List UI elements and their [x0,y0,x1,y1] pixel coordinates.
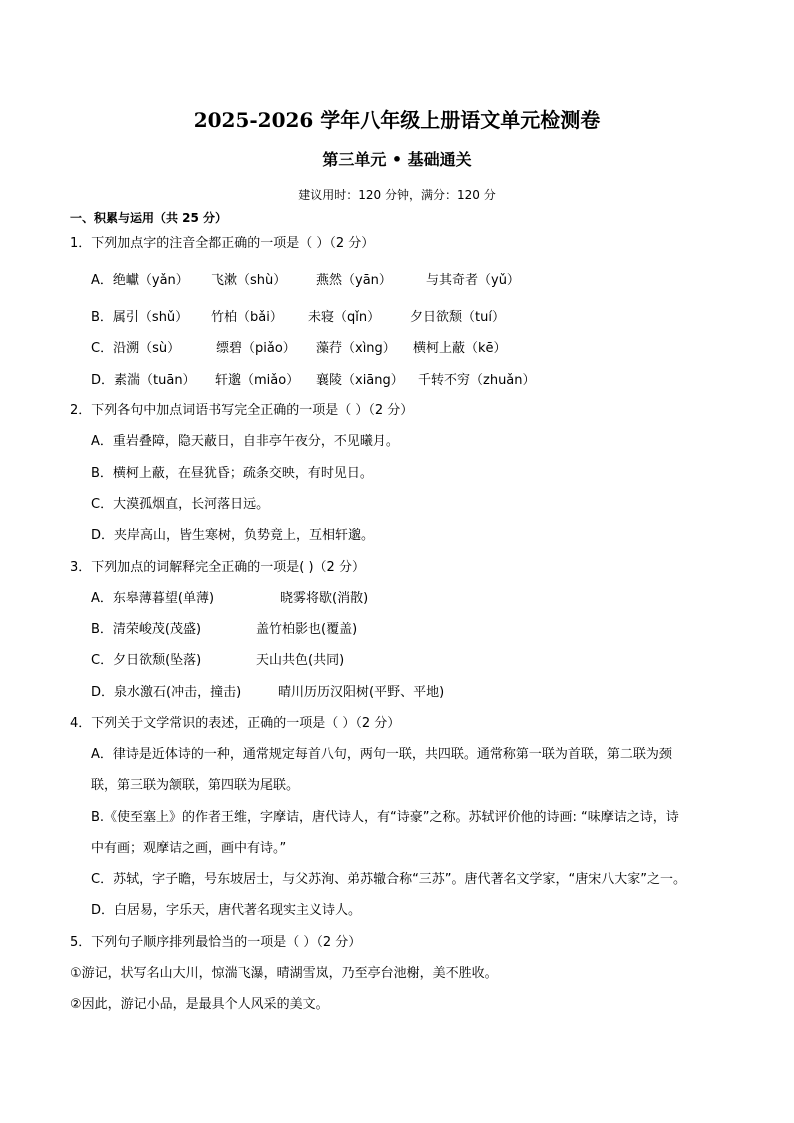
option-d: 千转不穷（zhuǎn） [418,373,536,388]
option-d: 襄陵（xiāng） [316,373,404,388]
question-stem: 2．下列各句中加点词语书写完全正确的一项是（ ）（2 分） [70,403,414,418]
option-c: C．沿溯（sù） [91,341,181,356]
option-a: A．重岩叠障，隐天蔽日，自非亭午夜分，不见曦月。 [91,434,399,449]
option-c: 缥碧（piǎo） [216,341,296,356]
option-c: 藻荇（xìng） [316,341,396,356]
option-b: 未寝（qǐn） [308,310,381,325]
option-a: A．律诗是近体诗的一种，通常规定每首八句，两句一联，共四联。通常称第一联为首联，第二联为颈 [91,747,672,762]
option-d: 晴川历历汉阳树(平野、平地) [278,685,445,700]
option-b: B.《使至塞上》的作者王维，字摩诘，唐代诗人，有“诗豪”之称。苏轼评价他的诗画: “味摩诘之诗，诗 [91,810,679,825]
question-stem: 4．下列关于文学常识的表述，正确的一项是（ ）（2 分） [70,716,401,731]
option-a: A．绝巘（yǎn） [91,273,189,288]
exam-meta: 建议用时：120 分钟，满分：120 分 [298,188,496,202]
option-d: D．泉水激石(冲击，撞击) [91,685,242,700]
option-c: C．大漠孤烟直，长河落日远。 [91,497,270,512]
option-b: 夕日欲颓（tuí） [410,310,505,325]
option-a: 燕然（yān） [316,273,392,288]
option-a-continued: 联，第三联为颔联，第四联为尾联。 [91,778,300,793]
section-heading: 一、积累与运用（共 25 分） [70,211,228,225]
option-d: D．夹岸高山，皆生寒树，负势竟上，互相轩邈。 [91,528,375,543]
option-a: A．东皋薄暮望(单薄) [91,591,215,606]
exam-title: 2025-2026 学年八年级上册语文单元检测卷 [193,108,601,132]
option-b: B．清荣峻茂(茂盛) [91,622,202,637]
option-d: D．白居易，字乐天，唐代著名现实主义诗人。 [91,903,362,918]
option-b: B．属引（shǔ） [91,310,189,325]
option-b-continued: 中有画；观摩诘之画，画中有诗。” [91,841,287,856]
option-c: 横柯上蔽（kē） [413,341,507,356]
option-d: D．素湍（tuān） [91,373,196,388]
question-stem: 5．下列句子顺序排列最恰当的一项是（ ）（2 分） [70,935,362,950]
option-a: 与其奇者（yǔ） [426,273,520,288]
option-a: 晓雾将歇(消散) [280,591,369,606]
option-b: B．横柯上蔽，在昼犹昏；疏条交映，有时见日。 [91,466,373,481]
option-b: 竹柏（bǎi） [211,310,283,325]
question-stem: 3．下列加点的词解释完全正确的一项是( )（2 分） [70,560,365,575]
question-stem: 1．下列加点字的注音全都正确的一项是（ ）（2 分） [70,236,375,251]
option-c: 天山共色(共同) [256,653,345,668]
option-c: C．苏轼，字子瞻，号东坡居士，与父苏洵、弟苏辙合称“三苏”。唐代著名文学家，“唐宋八大家”之一。 [91,872,687,887]
sentence-1: ①游记，状写名山大川，惊湍飞瀑，晴湖雪岚，乃至亭台池榭，美不胜收。 [70,966,498,981]
option-d: 轩邈（miǎo） [215,373,300,388]
unit-subtitle: 第三单元 • 基础通关 [322,150,472,169]
option-c: C．夕日欲颓(坠落) [91,653,202,668]
option-a: 飞漱（shù） [211,273,287,288]
option-b: 盖竹柏影也(覆盖) [256,622,358,637]
sentence-2: ②因此，游记小品，是最具个人风采的美文。 [70,997,329,1012]
